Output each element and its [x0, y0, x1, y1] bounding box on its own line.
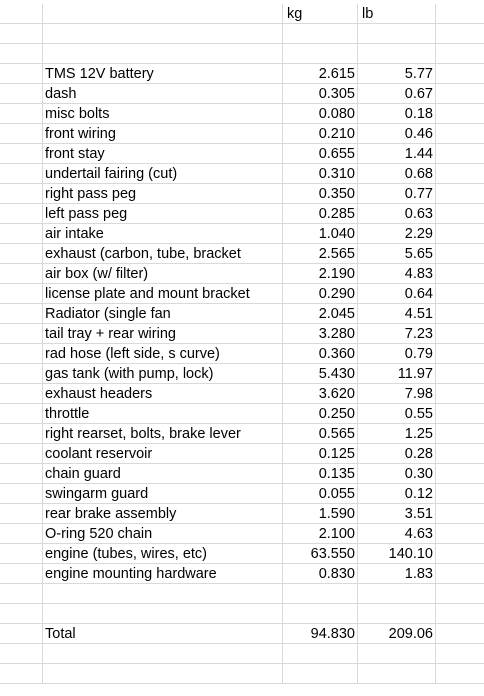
table-row[interactable] — [0, 564, 484, 584]
table-row[interactable] — [0, 284, 484, 304]
item-name-cell[interactable]: right pass peg — [45, 186, 137, 202]
item-name-cell[interactable]: TMS 12V battery — [45, 66, 154, 82]
table-row[interactable] — [0, 524, 484, 544]
kg-cell[interactable]: 0.360 — [318, 346, 355, 362]
kg-cell[interactable]: 5.430 — [318, 366, 355, 382]
item-name-cell[interactable]: air intake — [45, 226, 104, 242]
item-name-cell[interactable]: exhaust headers — [45, 386, 153, 402]
lb-cell[interactable]: 0.12 — [404, 486, 433, 502]
table-row[interactable] — [0, 244, 484, 264]
item-name-cell[interactable]: gas tank (with pump, lock) — [45, 366, 214, 382]
total-row[interactable] — [0, 624, 484, 644]
kg-cell[interactable]: 2.100 — [318, 526, 355, 542]
kg-cell[interactable]: 0.125 — [318, 446, 355, 462]
item-name-cell[interactable]: engine (tubes, wires, etc) — [45, 546, 207, 562]
item-name-cell[interactable]: swingarm guard — [45, 486, 149, 502]
lb-cell[interactable]: 4.63 — [404, 526, 433, 542]
table-row[interactable] — [0, 404, 484, 424]
table-row[interactable] — [0, 484, 484, 504]
table-row[interactable] — [0, 424, 484, 444]
item-name-cell[interactable]: rear brake assembly — [45, 506, 177, 522]
lb-cell[interactable]: 0.67 — [404, 86, 433, 102]
empty-row[interactable] — [0, 24, 484, 44]
kg-cell[interactable]: 3.620 — [318, 386, 355, 402]
item-name-cell[interactable]: rad hose (left side, s curve) — [45, 346, 220, 362]
table-row[interactable] — [0, 324, 484, 344]
table-row[interactable] — [0, 444, 484, 464]
item-name-cell[interactable]: right rearset, bolts, brake lever — [45, 426, 241, 442]
table-row[interactable] — [0, 204, 484, 224]
empty-row[interactable] — [0, 44, 484, 64]
lb-cell[interactable]: 5.65 — [404, 246, 433, 262]
kg-cell[interactable]: 0.080 — [318, 106, 355, 122]
lb-cell[interactable]: 7.98 — [404, 386, 433, 402]
kg-cell[interactable]: 3.280 — [318, 326, 355, 342]
table-row[interactable] — [0, 384, 484, 404]
lb-cell[interactable]: 0.18 — [404, 106, 433, 122]
lb-cell[interactable]: 3.51 — [404, 506, 433, 522]
lb-cell[interactable]: 140.10 — [388, 546, 433, 562]
kg-cell[interactable]: 2.045 — [318, 306, 355, 322]
table-row[interactable] — [0, 124, 484, 144]
kg-cell[interactable]: 0.350 — [318, 186, 355, 202]
table-row[interactable] — [0, 144, 484, 164]
table-row[interactable] — [0, 64, 484, 84]
item-name-cell[interactable]: exhaust (carbon, tube, bracket — [45, 246, 241, 262]
item-name-cell[interactable]: front wiring — [45, 126, 116, 142]
lb-cell[interactable]: 1.44 — [404, 146, 433, 162]
item-name-cell[interactable]: throttle — [45, 406, 90, 422]
kg-cell[interactable]: 63.550 — [310, 546, 355, 562]
table-row[interactable] — [0, 104, 484, 124]
item-name-cell[interactable]: engine mounting hardware — [45, 566, 217, 582]
lb-cell[interactable]: 2.29 — [404, 226, 433, 242]
kg-cell[interactable]: 0.830 — [318, 566, 355, 582]
item-name-cell[interactable]: license plate and mount bracket — [45, 286, 250, 302]
table-row[interactable] — [0, 504, 484, 524]
kg-cell[interactable]: 1.040 — [318, 226, 355, 242]
kg-cell[interactable]: 0.310 — [318, 166, 355, 182]
kg-cell[interactable]: 1.590 — [318, 506, 355, 522]
item-name-cell[interactable]: misc bolts — [45, 106, 110, 122]
empty-row[interactable] — [0, 604, 484, 624]
lb-cell[interactable]: 1.25 — [404, 426, 433, 442]
lb-cell[interactable]: 0.55 — [404, 406, 433, 422]
kg-cell[interactable]: 2.565 — [318, 246, 355, 262]
empty-row[interactable] — [0, 664, 484, 684]
lb-cell[interactable]: 11.97 — [397, 366, 433, 382]
empty-row[interactable] — [0, 584, 484, 604]
kg-cell[interactable]: 0.305 — [318, 86, 355, 102]
lb-cell[interactable]: 0.64 — [404, 286, 433, 302]
kg-cell[interactable]: 2.615 — [318, 66, 355, 82]
table-row[interactable] — [0, 164, 484, 184]
kg-cell[interactable]: 0.135 — [318, 466, 355, 482]
lb-cell[interactable]: 0.63 — [404, 206, 433, 222]
empty-row[interactable] — [0, 644, 484, 664]
kg-column-header[interactable]: kg — [287, 6, 303, 22]
spreadsheet-grid — [0, 4, 484, 684]
table-row[interactable] — [0, 344, 484, 364]
table-row[interactable] — [0, 304, 484, 324]
kg-cell[interactable]: 0.565 — [318, 426, 355, 442]
item-name-cell[interactable]: air box (w/ filter) — [45, 266, 149, 282]
lb-column-header[interactable]: lb — [362, 6, 374, 22]
item-name-cell[interactable]: undertail fairing (cut) — [45, 166, 178, 182]
lb-cell[interactable]: 0.77 — [404, 186, 433, 202]
item-name-cell[interactable]: front stay — [45, 146, 105, 162]
item-name-cell[interactable]: dash — [45, 86, 77, 102]
kg-cell[interactable]: 2.190 — [318, 266, 355, 282]
lb-cell[interactable]: 0.30 — [404, 466, 433, 482]
kg-cell[interactable]: 0.055 — [318, 486, 355, 502]
table-row[interactable] — [0, 84, 484, 104]
total-lb-cell[interactable]: 209.06 — [388, 626, 433, 642]
item-name-cell[interactable]: chain guard — [45, 466, 121, 482]
kg-cell[interactable]: 0.655 — [318, 146, 355, 162]
item-name-cell[interactable]: coolant reservoir — [45, 446, 153, 462]
item-name-cell[interactable]: O-ring 520 chain — [45, 526, 153, 542]
table-row[interactable] — [0, 364, 484, 384]
table-row[interactable] — [0, 184, 484, 204]
lb-cell[interactable]: 0.46 — [404, 126, 433, 142]
table-row[interactable] — [0, 544, 484, 564]
kg-cell[interactable]: 0.285 — [318, 206, 355, 222]
lb-cell[interactable]: 4.83 — [404, 266, 433, 282]
lb-cell[interactable]: 0.79 — [404, 346, 433, 362]
lb-cell[interactable]: 7.23 — [404, 326, 433, 342]
lb-cell[interactable]: 1.83 — [404, 566, 433, 582]
table-row[interactable] — [0, 224, 484, 244]
lb-cell[interactable]: 5.77 — [404, 66, 433, 82]
kg-cell[interactable]: 0.250 — [318, 406, 355, 422]
total-kg-cell[interactable]: 94.830 — [310, 626, 355, 642]
kg-cell[interactable]: 0.210 — [318, 126, 355, 142]
table-row[interactable] — [0, 264, 484, 284]
lb-cell[interactable]: 0.68 — [404, 166, 433, 182]
item-name-cell[interactable]: Radiator (single fan — [45, 306, 171, 322]
item-name-cell[interactable]: tail tray + rear wiring — [45, 326, 176, 342]
total-label-cell[interactable]: Total — [45, 626, 76, 642]
kg-cell[interactable]: 0.290 — [318, 286, 355, 302]
header-row[interactable] — [0, 4, 484, 24]
item-name-cell[interactable]: left pass peg — [45, 206, 128, 222]
lb-cell[interactable]: 0.28 — [404, 446, 433, 462]
lb-cell[interactable]: 4.51 — [404, 306, 433, 322]
table-row[interactable] — [0, 464, 484, 484]
